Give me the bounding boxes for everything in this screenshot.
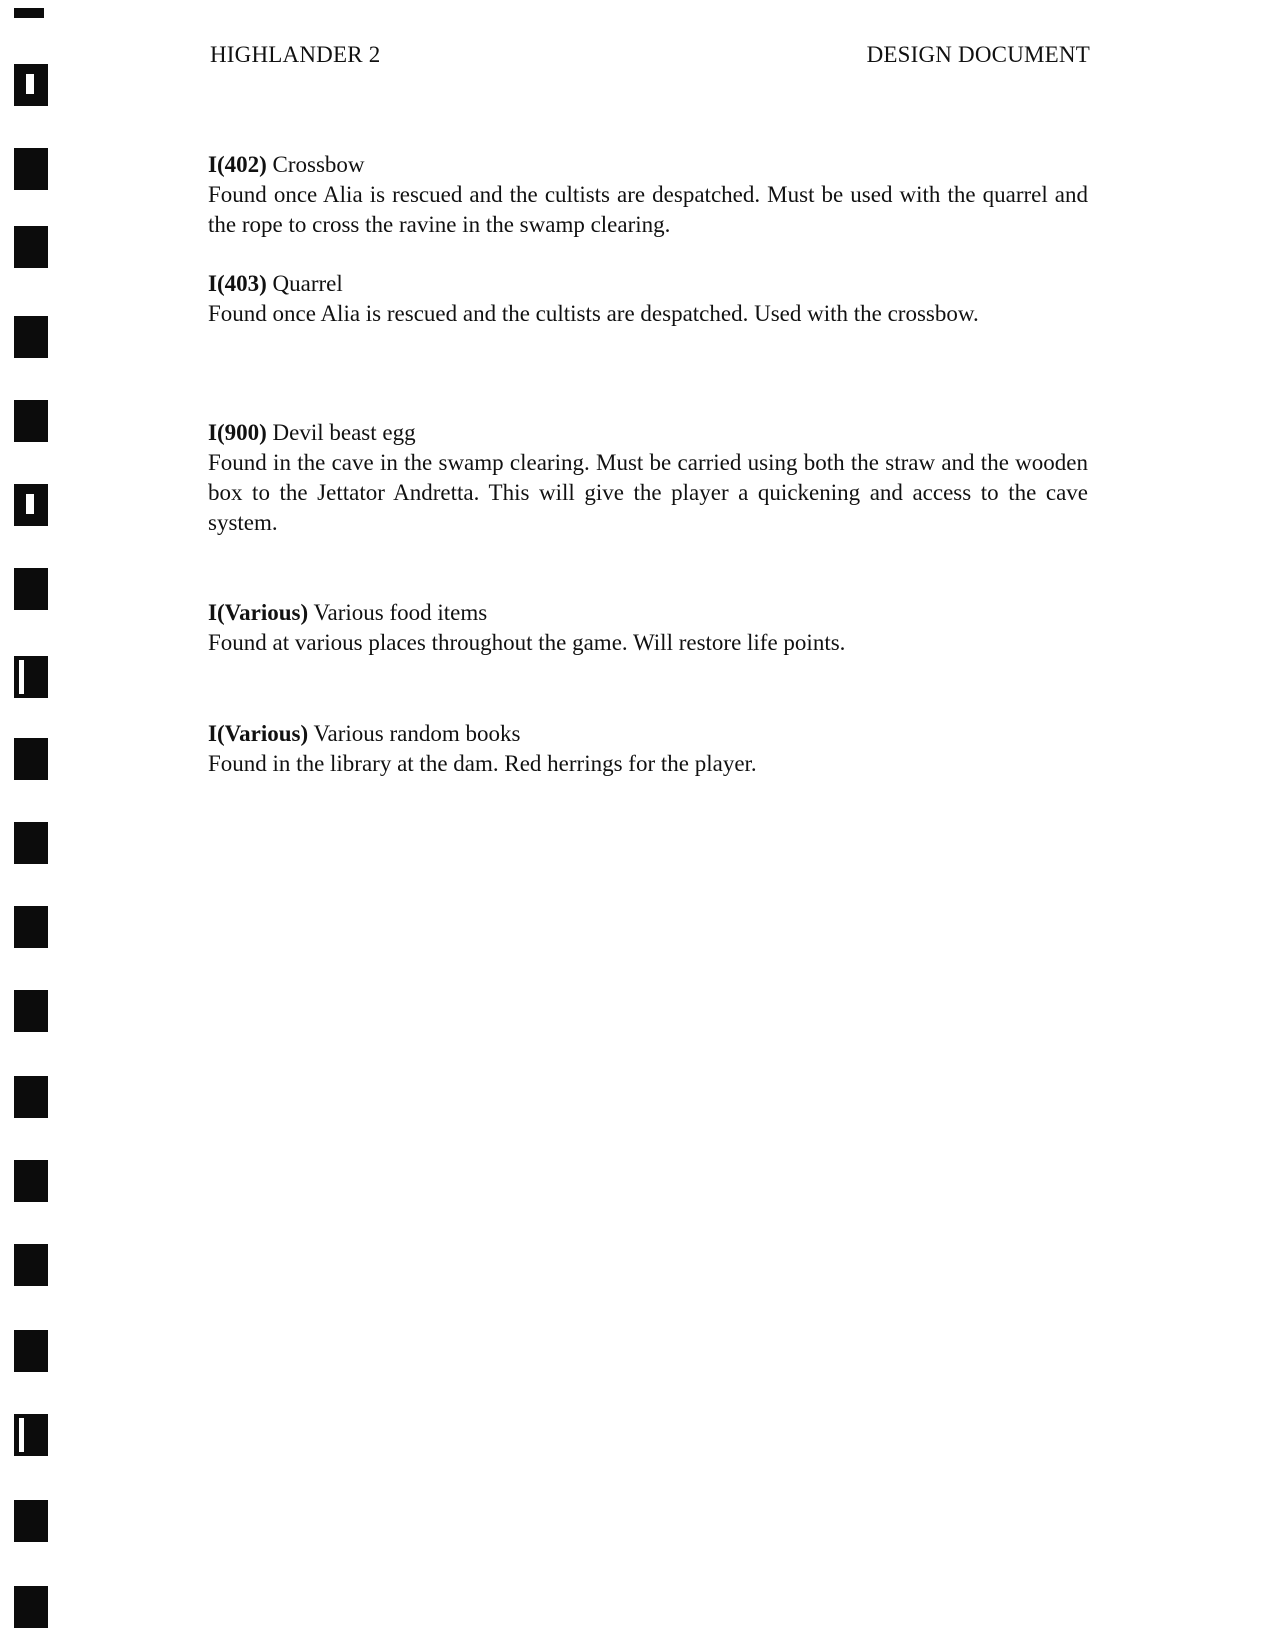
item-description: Found once Alia is rescued and the cultists are despatched. Must be used with the quarrel and the rope to cross the ravine in the swamp clearing. [208,182,1088,237]
document-title: HIGHLANDER 2 [210,42,381,67]
binding-hole [14,400,48,442]
binding-hole [14,1586,48,1628]
item-name: Devil beast egg [272,420,416,445]
binding-hole [14,1330,48,1372]
item-code: I(900) [208,420,267,445]
document-type: DESIGN DOCUMENT [866,42,1090,67]
binding-hole [14,1414,48,1456]
item-description: Found in the cave in the swamp clearing. Must be carried using both the straw and the wooden box to the Jettator Andretta. This will give the player a quickening and access to the cave system. [208,450,1088,535]
item-code: I(Various) [208,721,309,746]
binding-hole [14,1160,48,1202]
item-description: Found at various places throughout the game. Will restore life points. [208,630,846,655]
page-header [210,42,1090,72]
binding-hole [14,656,48,698]
item-name: Quarrel [272,271,343,296]
binding-hole [14,1500,48,1542]
item-code: I(Various) [208,600,309,625]
binding-mark [14,8,44,18]
binding-hole [14,990,48,1032]
binding-hole [14,568,48,610]
item-entry-devil-beast-egg [208,418,1088,538]
binding-hole [14,822,48,864]
binding-hole [14,64,48,106]
item-description: Found in the library at the dam. Red herrings for the player. [208,751,757,776]
item-entry-quarrel [208,269,1088,329]
binding-hole [14,484,48,526]
binding-hole [14,738,48,780]
binding-hole [14,906,48,948]
binding-hole [14,1244,48,1286]
item-code: I(403) [208,271,267,296]
spiral-binding-holes [14,0,54,1650]
item-heading [208,598,1088,628]
item-code: I(402) [208,152,267,177]
item-entry-random-books [208,719,1088,779]
binding-hole [14,148,48,190]
item-entry-crossbow [208,150,1088,240]
item-name: Various food items [313,600,488,625]
binding-hole [14,1076,48,1118]
item-entry-food-items [208,598,1088,658]
binding-hole [14,316,48,358]
item-description: Found once Alia is rescued and the cultists are despatched. Used with the crossbow. [208,301,979,326]
item-name: Crossbow [272,152,365,177]
binding-hole [14,226,48,268]
item-heading [208,150,1088,180]
item-heading [208,719,1088,749]
item-heading [208,418,1088,448]
item-heading [208,269,1088,299]
item-name: Various random books [313,721,521,746]
